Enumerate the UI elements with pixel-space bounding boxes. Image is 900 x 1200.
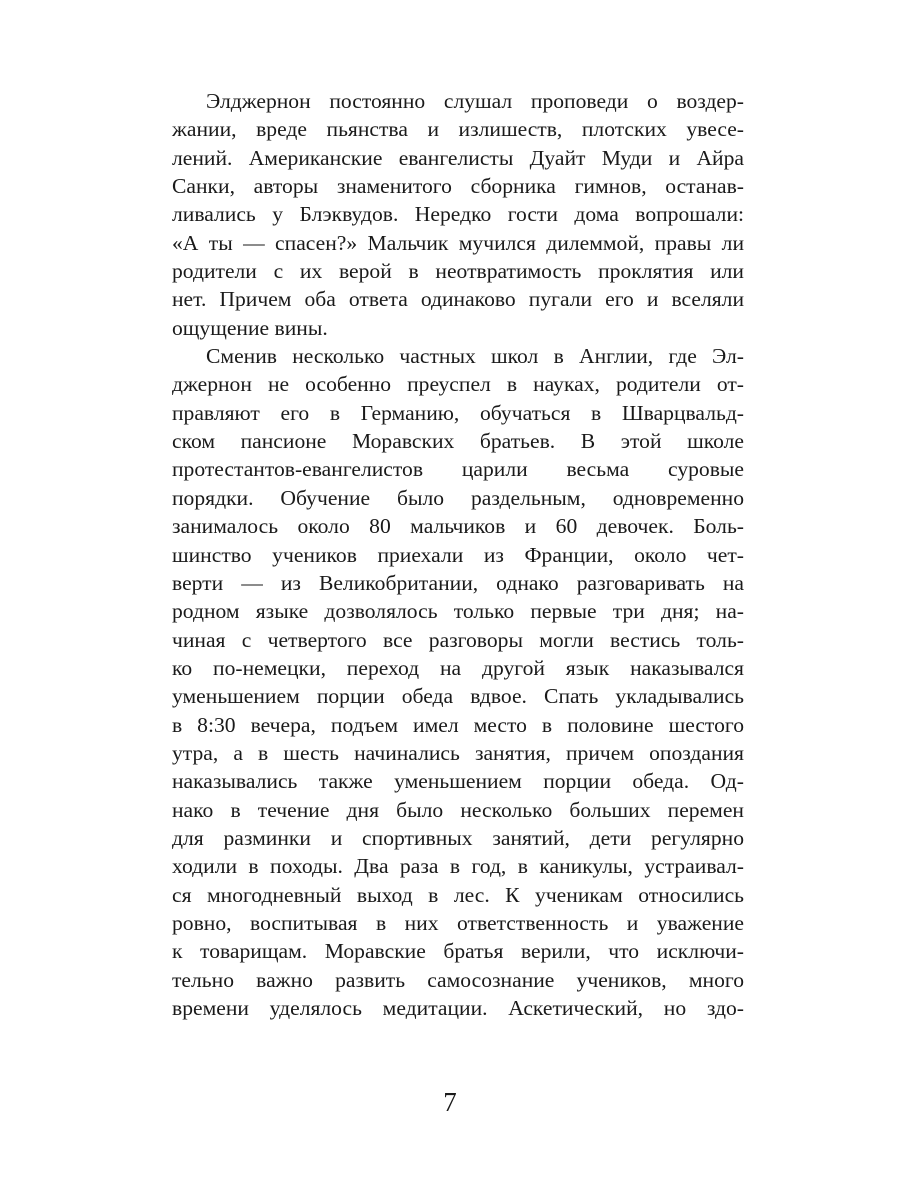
text-line: занималось около 80 мальчиков и 60 девочек. Боль-: [172, 514, 744, 539]
body-text: [172, 87, 744, 1022]
text-line: в 8:30 вечера, подъем имел место в половине шестого: [172, 712, 744, 737]
text-line: протестантов-евангелистов царили весьма суровые: [172, 457, 744, 482]
text-line: жании, вреде пьянства и излишеств, плотских увесе-: [172, 117, 744, 142]
text-line: чиная с четвертого все разговоры могли вестись толь-: [172, 627, 744, 652]
text-line: родители с их верой в неотвратимость проклятия или: [172, 259, 744, 284]
paragraph-1: [172, 87, 744, 342]
text-line: тельно важно развить самосознание учеников, много: [172, 967, 744, 992]
text-line: к товарищам. Моравские братья верили, что исключи-: [172, 939, 744, 964]
text-line: Санки, авторы знаменитого сборника гимнов, останав-: [172, 174, 744, 199]
text-line: «А ты — спасен?» Мальчик мучился дилеммой, правы ли: [172, 230, 744, 255]
text-line: наказывались также уменьшением порции обеда. Од-: [172, 769, 744, 794]
text-line: ся многодневный выход в лес. К ученикам относились: [172, 882, 744, 907]
page-number: 7: [443, 1087, 457, 1117]
text-line: джернон не особенно преуспел в науках, родители от-: [172, 372, 744, 397]
text-line: верти — из Великобритании, однако разговаривать на: [172, 570, 744, 595]
text-line: ливались у Блэквудов. Нередко гости дома вопрошали:: [172, 202, 744, 227]
text-line: ощущение вины.: [172, 315, 328, 340]
text-line: для разминки и спортивных занятий, дети регулярно: [172, 825, 744, 850]
text-line: Сменив несколько частных школ в Англии, где Эл-: [206, 344, 744, 369]
text-line: родном языке дозволялось только первые три дня; на-: [172, 599, 744, 624]
paragraph-2: [172, 342, 744, 1022]
text-line: ко по-немецки, переход на другой язык наказывался: [172, 655, 744, 680]
text-line: Элджернон постоянно слушал проповеди о воздер-: [206, 89, 744, 113]
text-line: шинство учеников приехали из Франции, около чет-: [172, 542, 744, 567]
text-line: порядки. Обучение было раздельным, одновременно: [172, 485, 744, 510]
text-line: уменьшением порции обеда вдвое. Спать укладывались: [172, 684, 744, 709]
text-line: ровно, воспитывая в них ответственность и уважение: [172, 910, 744, 935]
text-line: нет. Причем оба ответа одинаково пугали его и вселяли: [172, 287, 744, 312]
text-line: ском пансионе Моравских братьев. В этой школе: [172, 429, 744, 454]
text-line: лений. Американские евангелисты Дуайт Муди и Айра: [172, 145, 744, 170]
text-line: утра, а в шесть начинались занятия, причем опоздания: [172, 740, 744, 765]
text-line: правляют его в Германию, обучаться в Шварцвальд-: [172, 400, 744, 425]
text-line: времени уделялось медитации. Аскетический, но здо-: [172, 996, 744, 1020]
text-line: нако в течение дня было несколько больших перемен: [172, 797, 744, 822]
text-line: ходили в походы. Два раза в год, в каникулы, устраивал-: [172, 854, 744, 879]
